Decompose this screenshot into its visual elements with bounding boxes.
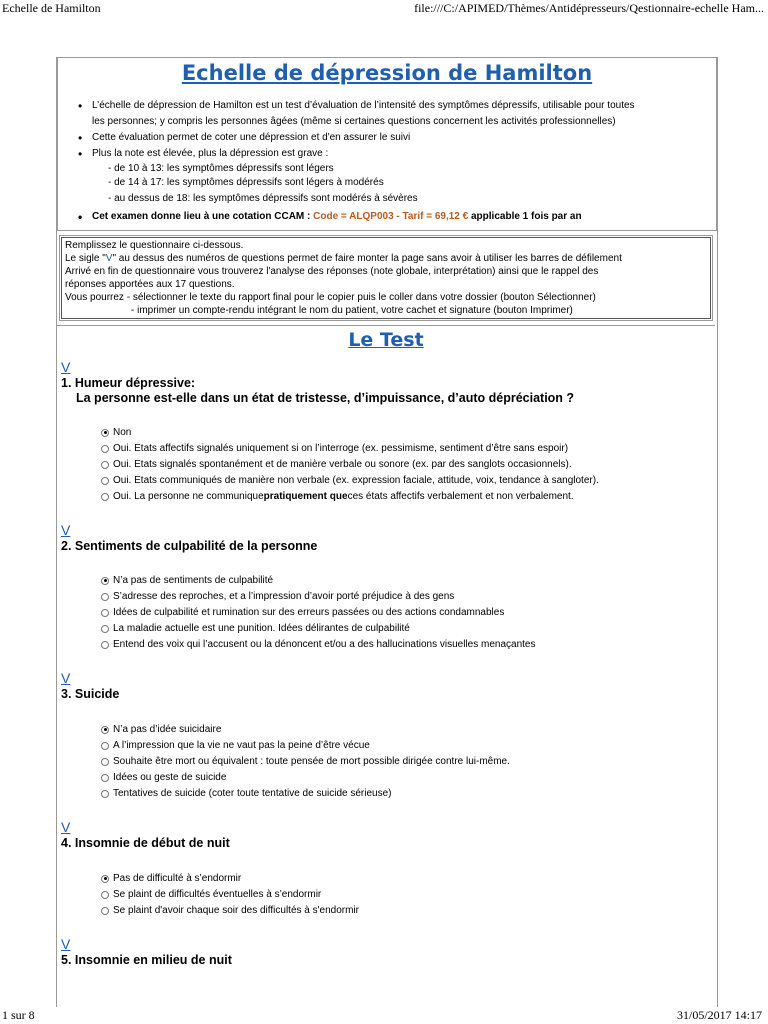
instructions-line: Le sigle "V" au dessus des numéros de questions permet de faire monter la page sans avoir à utiliser les barres de défilement <box>65 253 622 264</box>
intro-bullet-ccam <box>78 209 708 225</box>
q3-option-4[interactable]: Idées ou geste de suicide <box>101 772 226 783</box>
scroll-up-link[interactable]: V <box>61 936 71 952</box>
q1-option-2[interactable]: Oui. Etats affectifs signalés uniquement si on l’interroge (ex. pessimisme, sentiment d’être sans espoir) <box>101 443 568 454</box>
instructions-line: Vous pourrez - sélectionner le texte du rapport final pour le copier puis le coller dans votre dossier (bouton Sélectionner) <box>65 292 596 303</box>
radio-button[interactable] <box>101 726 109 734</box>
scroll-up-link[interactable]: V <box>61 359 71 375</box>
scroll-up-link[interactable]: V <box>61 522 71 538</box>
question-1-subtitle: La personne est-elle dans un état de tristesse, d’impuissance, d’auto dépréciation ? <box>76 391 575 405</box>
ccam-label: Cet examen donne lieu à une cotation CCAM : <box>92 211 314 222</box>
print-header-title: Echelle de Hamilton <box>2 1 101 15</box>
instructions-line: réponses apportées aux 17 questions. <box>65 279 235 290</box>
ccam-frequency: applicable 1 fois par an <box>468 211 582 222</box>
intro-text: les personnes; y compris les personnes âgées (même si certaines questions concernent les activités professionnelles) <box>92 116 616 127</box>
q1-option-4[interactable]: Oui. Etats communiqués de manière non verbale (ex. expression faciale, attitude, voix, tendance à sangloter). <box>101 475 599 486</box>
intro-bullet-1 <box>78 98 708 130</box>
q4-option-3[interactable]: Se plaint d'avoir chaque soir des difficultés à s'endormir <box>101 905 359 916</box>
q1-option-1[interactable]: Non <box>101 427 131 438</box>
q3-option-5[interactable]: Tentatives de suicide (coter toute tentative de suicide sérieuse) <box>101 788 392 799</box>
radio-button[interactable] <box>101 774 109 782</box>
instructions-line: Remplissez le questionnaire ci-dessous. <box>65 240 244 251</box>
q2-option-3[interactable]: Idées de culpabilité et rumination sur des erreurs passées ou des actions condamnables <box>101 607 504 618</box>
instructions-line: Arrivé en fin de questionnaire vous trouverez l'analyse des réponses (note globale, interprétation) ainsi que le rappel des <box>65 266 599 277</box>
radio-button[interactable] <box>101 477 109 485</box>
q1-option-5[interactable]: Oui. La personne ne communique pratiquement que ces états affectifs verbalement et non verbalement. <box>101 491 574 502</box>
intro-list <box>78 98 708 225</box>
q4-option-2[interactable]: Se plaint de difficultés éventuelles à s’endormir <box>101 889 321 900</box>
question-2-title: 2. Sentiments de culpabilité de la personne <box>61 539 318 553</box>
severity-line: - de 14 à 17: les symptômes dépressifs sont légers à modérés <box>108 177 384 188</box>
test-title: Le Test <box>348 329 424 351</box>
q3-option-1[interactable]: N’a pas d’idée suicidaire <box>101 724 221 735</box>
radio-button[interactable] <box>101 742 109 750</box>
intro-bullet-3 <box>78 146 708 162</box>
intro-text: • Plus la note est élevée, plus la dépression est grave : <box>92 148 329 159</box>
scroll-up-link[interactable]: V <box>61 819 71 835</box>
severity-line: - au dessus de 18: les symptômes dépressifs sont modérés à sévères <box>108 193 418 204</box>
radio-button[interactable] <box>101 758 109 766</box>
q2-option-1[interactable]: N’a pas de sentiments de culpabilité <box>101 575 273 586</box>
radio-button[interactable] <box>101 875 109 883</box>
radio-button[interactable] <box>101 493 109 501</box>
q1-option-3[interactable]: Oui. Etats signalés spontanément et de manière verbale ou sonore (ex. par des sanglots occasionnels). <box>101 459 572 470</box>
intro-box <box>57 57 717 231</box>
radio-button[interactable] <box>101 445 109 453</box>
scroll-up-link[interactable]: V <box>61 670 71 686</box>
print-footer-datetime: 31/05/2017 14:17 <box>676 1008 762 1022</box>
question-3-title: 3. Suicide <box>61 687 120 701</box>
severity-line: - de 10 à 13: les symptômes dépressifs sont légers <box>108 163 334 174</box>
q2-option-5[interactable]: Entend des voix qui l’accusent ou la dénoncent et/ou a des hallucinations visuelles menaçantes <box>101 639 536 650</box>
radio-button[interactable] <box>101 577 109 585</box>
instructions-box <box>61 237 711 319</box>
radio-button[interactable] <box>101 625 109 633</box>
radio-button[interactable] <box>101 641 109 649</box>
question-5-title: 5. Insomnie en milieu de nuit <box>61 953 232 967</box>
intro-text: • L’échelle de dépression de Hamilton est un test d’évaluation de l’intensité des symptômes dépressifs, utilisable pour toutes <box>92 100 635 111</box>
print-footer-page: 1 sur 8 <box>2 1008 35 1022</box>
radio-button[interactable] <box>101 891 109 899</box>
radio-button[interactable] <box>101 461 109 469</box>
page-title: Echelle de dépression de Hamilton <box>181 61 593 85</box>
ccam-code: Code = ALQP003 - Tarif = 69,12 € <box>313 211 469 222</box>
radio-button[interactable] <box>101 907 109 915</box>
section-divider <box>57 325 715 326</box>
radio-button[interactable] <box>101 790 109 798</box>
radio-button[interactable] <box>101 609 109 617</box>
question-4-title: 4. Insomnie de début de nuit <box>61 836 230 850</box>
q4-option-1[interactable]: Pas de difficulté à s’endormir <box>101 873 241 884</box>
radio-button[interactable] <box>101 429 109 437</box>
q2-option-4[interactable]: La maladie actuelle est une punition. Idées délirantes de culpabilité <box>101 623 410 634</box>
question-1-title: 1. Humeur dépressive: <box>61 376 196 390</box>
page-frame <box>56 57 718 1007</box>
instructions-line: - imprimer un compte-rendu intégrant le nom du patient, votre cachet et signature (bouton Imprimer) <box>131 305 573 316</box>
print-header-url: file:///C:/APIMED/Thèmes/Antidépresseurs/Qestionnaire-echelle Ham... <box>414 1 764 15</box>
q3-option-2[interactable]: A l’impression que la vie ne vaut pas la peine d’être vécue <box>101 740 370 751</box>
q3-option-3[interactable]: Souhaite être mort ou équivalent : toute pensée de mort possible dirigée contre lui-même. <box>101 756 510 767</box>
intro-bullet-2: • Cette évaluation permet de coter une dépression et d'en assurer le suivi <box>78 130 708 146</box>
v-symbol: V <box>105 253 113 264</box>
radio-button[interactable] <box>101 593 109 601</box>
q2-option-2[interactable]: S’adresse des reproches, et a l’impression d’avoir porté préjudice à des gens <box>101 591 454 602</box>
